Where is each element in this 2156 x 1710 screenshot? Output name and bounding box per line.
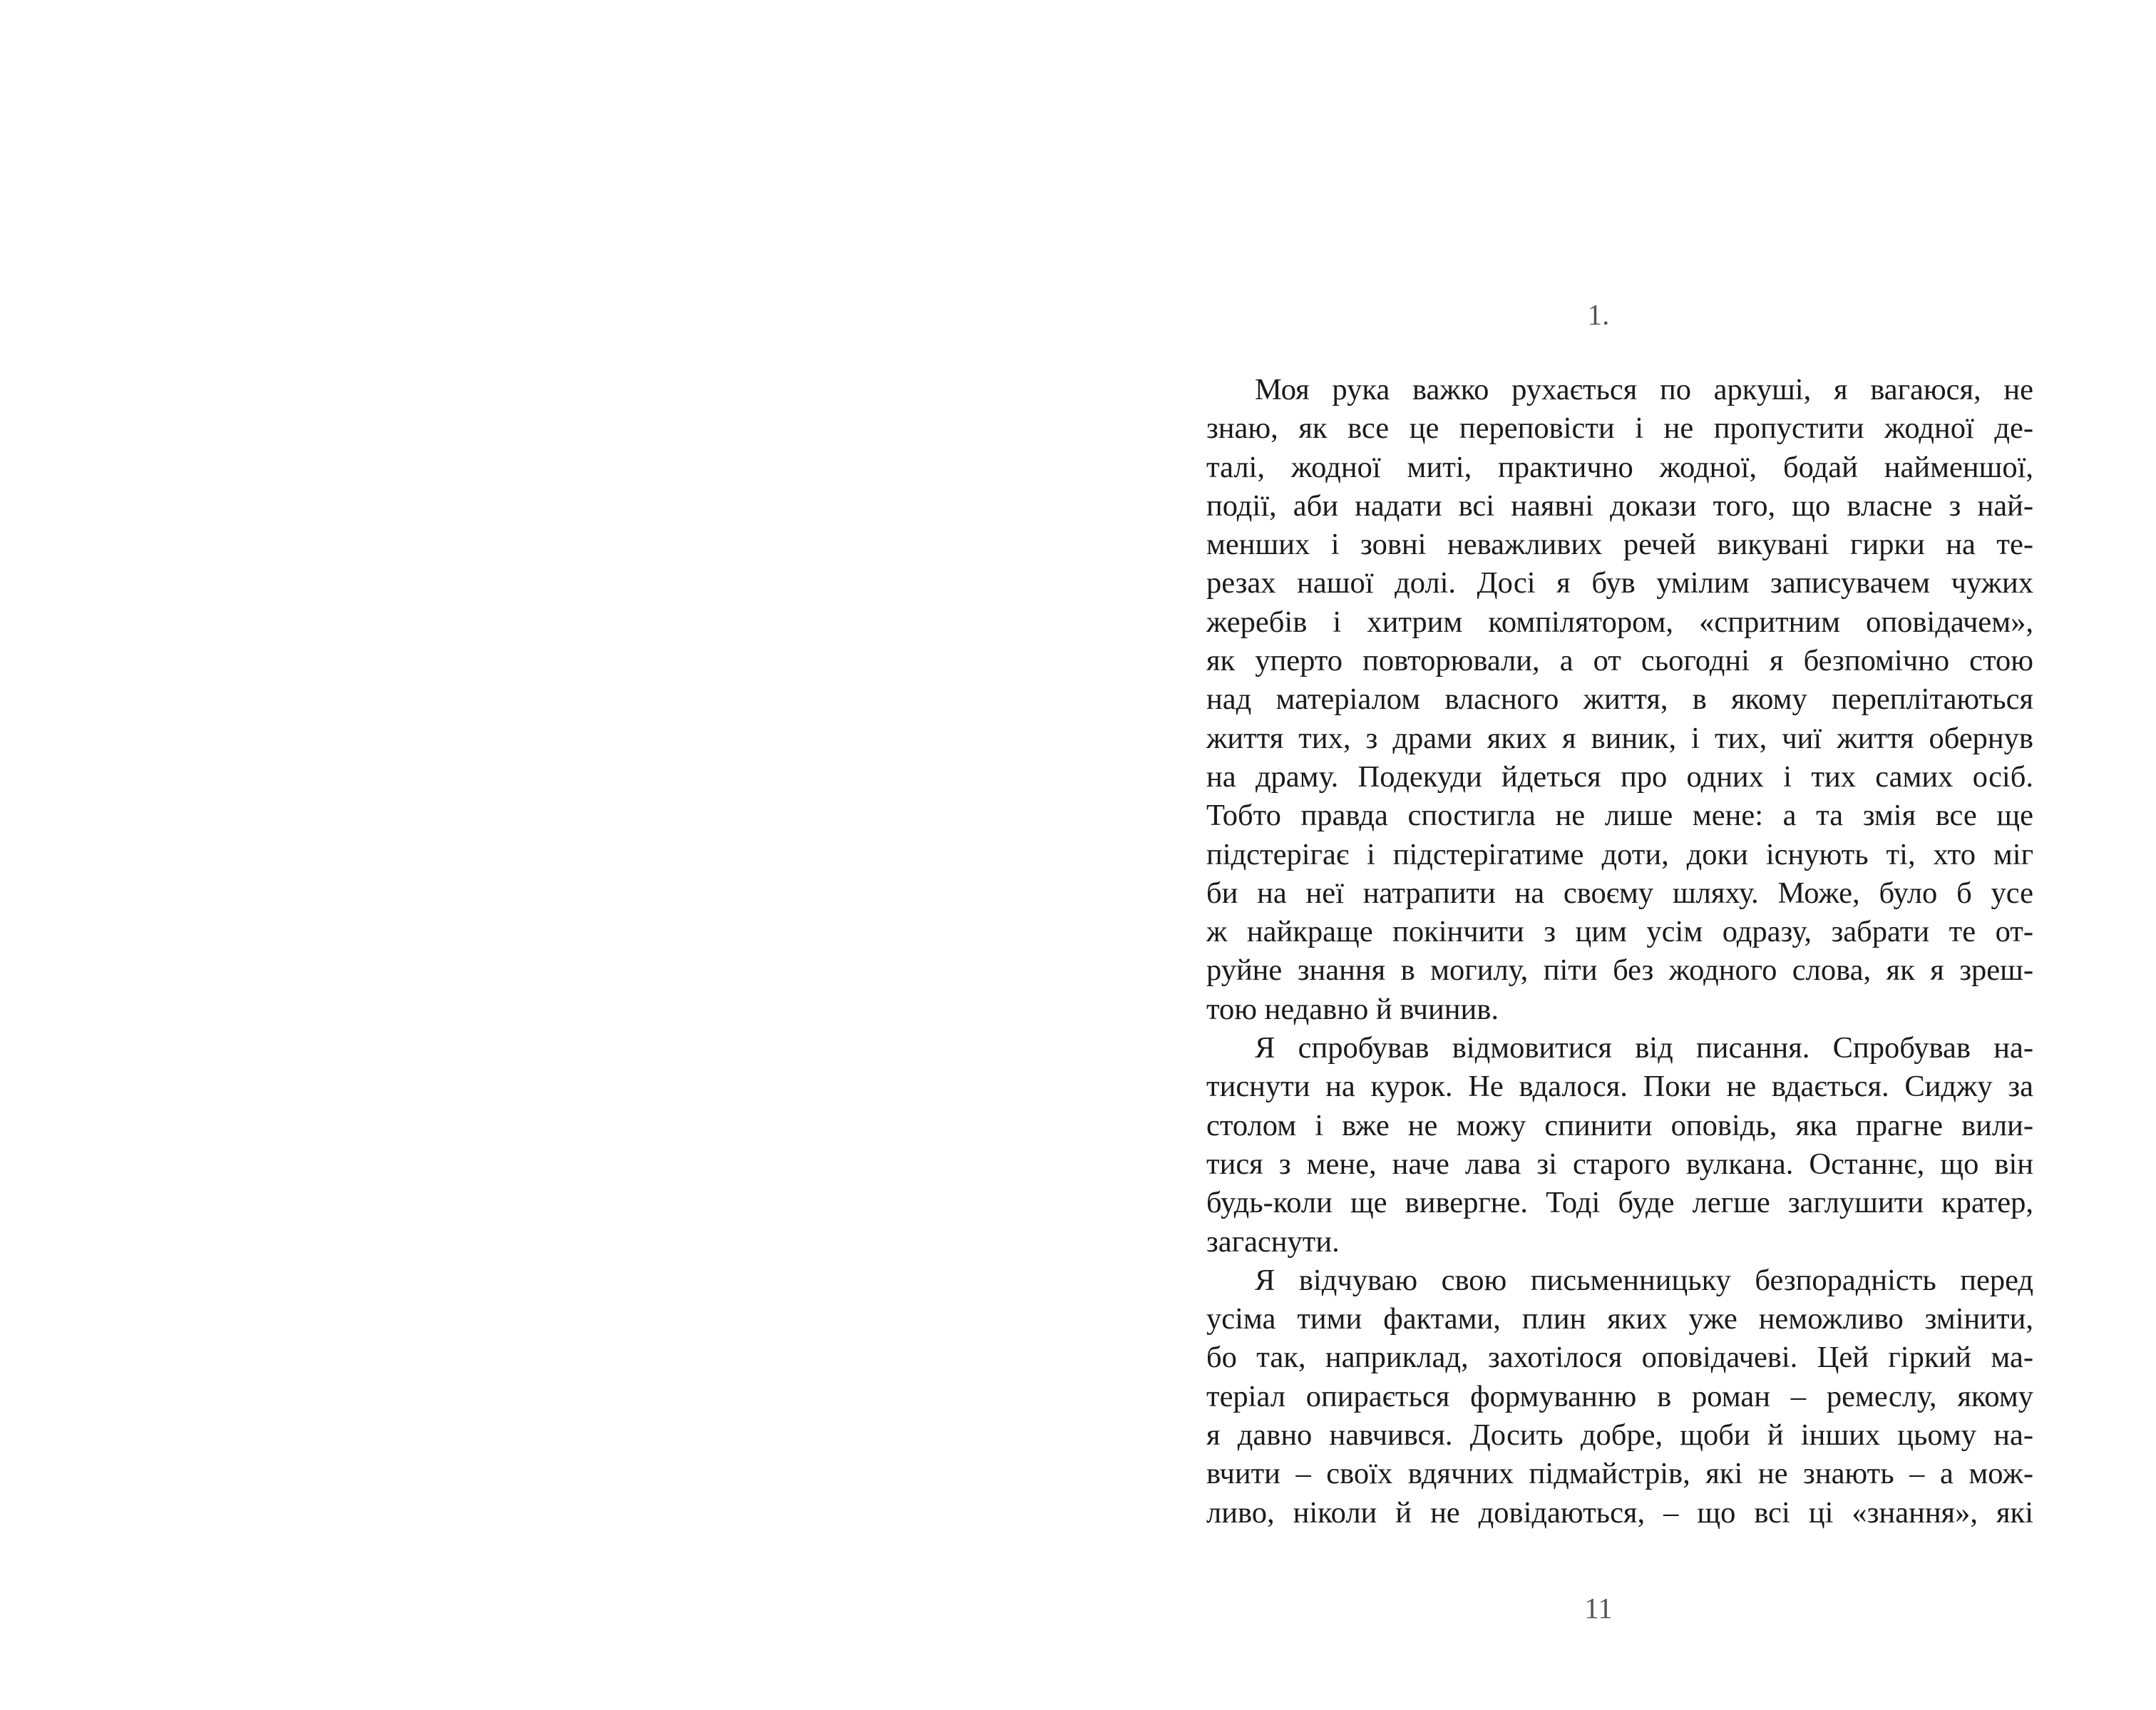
text-line: Тобто правда спостигла не лише мене: а та змія все ще bbox=[1206, 799, 2033, 833]
text-line: загаснути. bbox=[1206, 1224, 1340, 1259]
text-line: на драму. Подекуди йдеться про одних і тих самих осіб. bbox=[1206, 759, 2033, 794]
text-line: столом і вже не можу спинити оповідь, яка прагне вили- bbox=[1206, 1108, 2033, 1142]
text-line: як уперто повторювали, а от сьогодні я безпомічно стою bbox=[1206, 644, 2033, 678]
text-line: бо так, наприклад, захотілося оповідачеві. Цей гіркий ма- bbox=[1206, 1341, 2033, 1375]
text-line: я давно навчився. Досить добре, щоби й інших цьому на- bbox=[1206, 1418, 2033, 1453]
text-line: би на неї натрапити на своєму шляху. Може, було б усе bbox=[1206, 876, 2033, 910]
text-line: знаю, як все це переповісти і не пропустити жодної де- bbox=[1206, 411, 2033, 446]
text-line: усіма тими фактами, плин яких уже неможливо змінити, bbox=[1206, 1302, 2033, 1336]
chapter-number: 1. bbox=[1587, 298, 1610, 331]
text-line: Я відчуваю свою письменницьку безпорадність перед bbox=[1255, 1263, 2033, 1297]
text-line: підстерігає і підстерігатиме доти, доки існують ті, хто міг bbox=[1206, 837, 2033, 871]
right-page bbox=[1078, 0, 2156, 1710]
text-line: руйне знання в могилу, піти без жодного слова, як я зреш- bbox=[1206, 953, 2033, 988]
text-line: тиснути на курок. Не вдалося. Поки не вдається. Сиджу за bbox=[1206, 1070, 2033, 1104]
text-line: талі, жодної миті, практично жодної, бодай найменшої, bbox=[1206, 450, 2033, 484]
text-line: тися з мене, наче лава зі старого вулкана. Останнє, що він bbox=[1206, 1147, 2033, 1181]
page-number: 11 bbox=[1584, 1592, 1613, 1624]
text-line: резах нашої долі. Досі я був умілим записувачем чужих bbox=[1206, 566, 2033, 600]
text-line: ж найкраще покінчити з цим усім одразу, забрати те от- bbox=[1206, 915, 2033, 949]
text-line: тою недавно й вчинив. bbox=[1206, 992, 1499, 1026]
text-line: менших і зовні неважливих речей викувані гирки на те- bbox=[1206, 528, 2033, 562]
text-line: Моя рука важко рухається по аркуші, я вагаюся, не bbox=[1255, 373, 2033, 406]
text-line: події, аби надати всі наявні докази того, що власне з най- bbox=[1206, 488, 2033, 523]
text-line: ливо, ніколи й не довідаються, – що всі ці «знання», які bbox=[1206, 1495, 2033, 1530]
text-line: над матеріалом власного життя, в якому переплітаються bbox=[1206, 682, 2033, 717]
text-line: вчити – своїх вдячних підмайстрів, які не знають – а мож- bbox=[1206, 1457, 2033, 1491]
text-line: будь-коли ще вивергне. Тоді буде легше заглушити кратер, bbox=[1206, 1186, 2033, 1220]
text-line: теріал опирається формуванню в роман – ремеслу, якому bbox=[1206, 1379, 2033, 1413]
text-line: життя тих, з драми яких я виник, і тих, чиї життя обернув bbox=[1206, 721, 2033, 755]
text-line: Я спробував відмовитися від писання. Спробував на- bbox=[1255, 1031, 2033, 1065]
text-line: жеребів і хитрим компілятором, «спритним оповідачем», bbox=[1206, 605, 2033, 639]
chapter-text bbox=[1206, 371, 2033, 1532]
